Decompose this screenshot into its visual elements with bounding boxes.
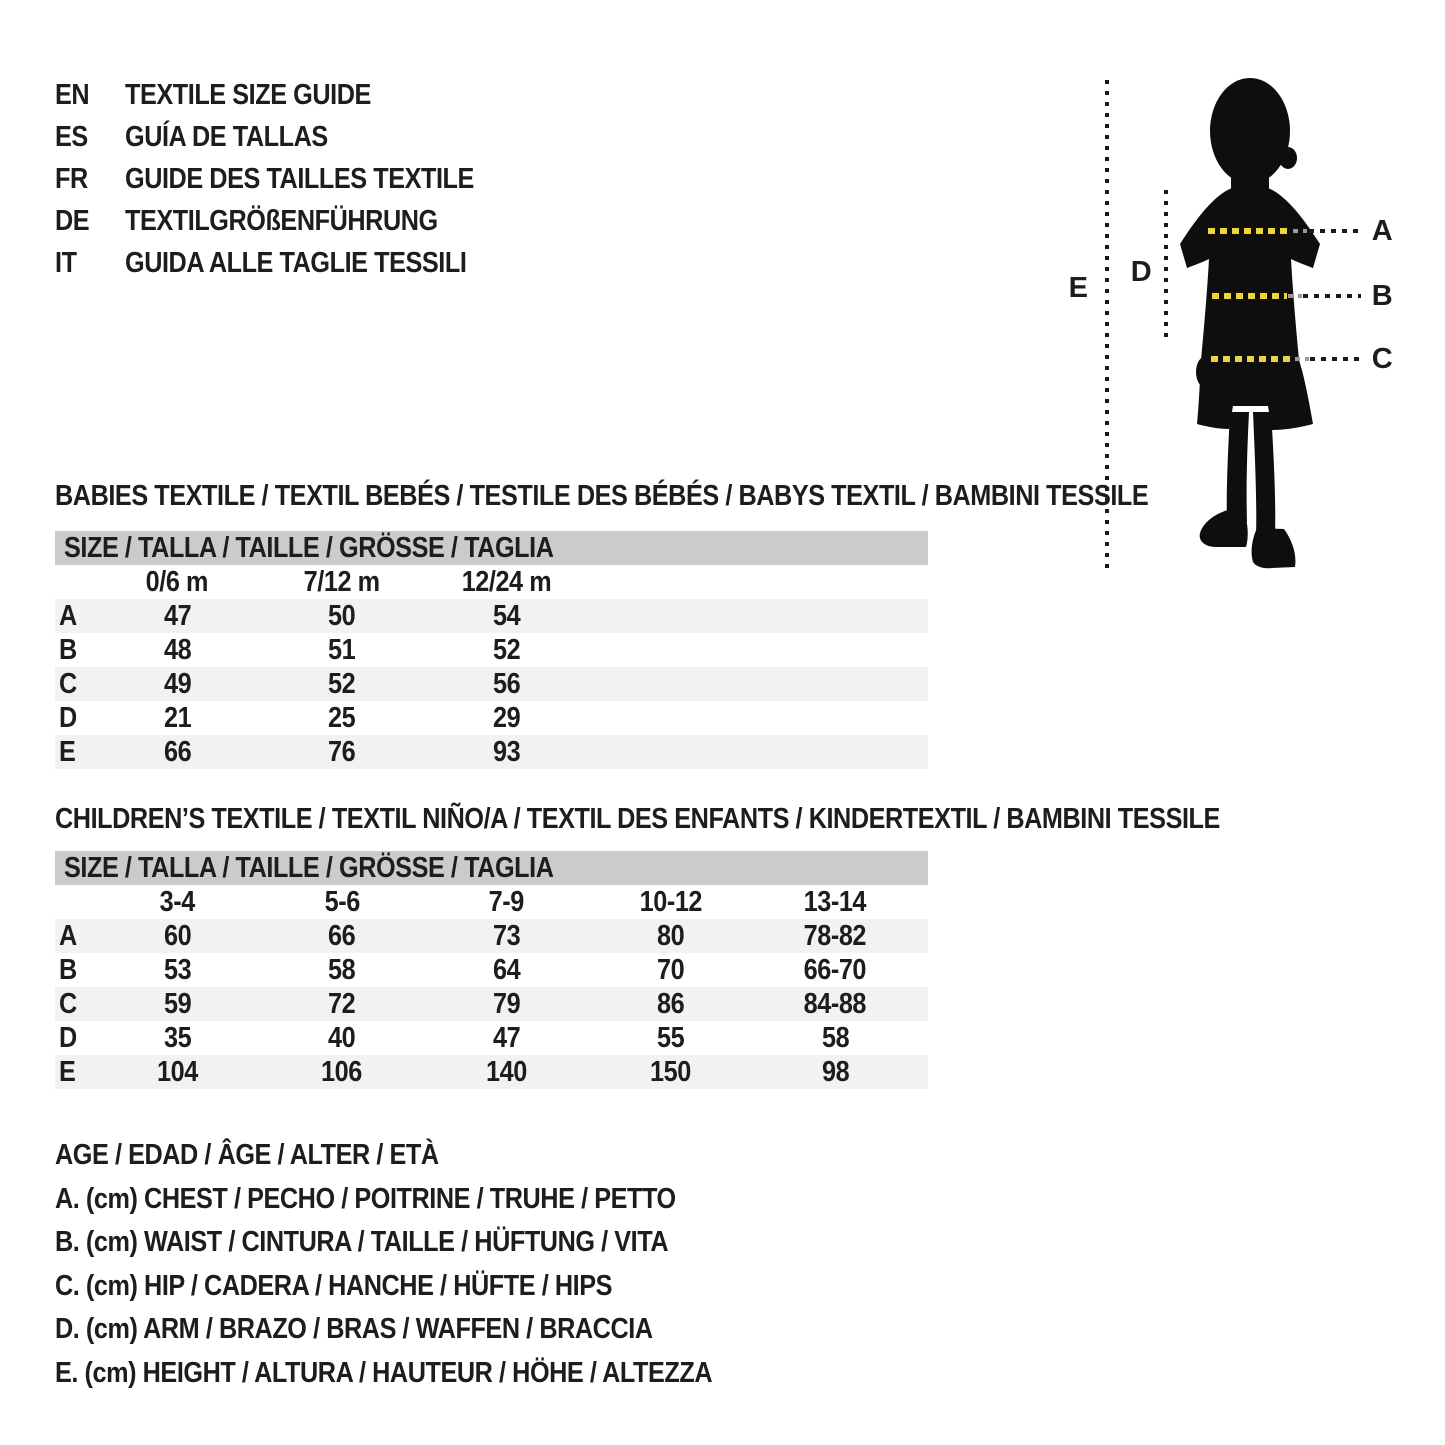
- guide-title: GUIDE DES TAILLES TEXTILE: [125, 163, 474, 195]
- legend-age: AGE / EDAD / ÂGE / ALTER / ETÀ: [55, 1139, 439, 1171]
- row-label: E: [59, 1056, 76, 1088]
- language-row-it: [55, 242, 526, 284]
- legend-chest: A. (cm) CHEST / PECHO / POITRINE / TRUHE / PETTO: [55, 1182, 676, 1215]
- table-row: C 59 72 79 86 84-88: [55, 987, 928, 1021]
- table-row: D 35 40 47 55 58: [55, 1021, 928, 1055]
- language-code: EN: [55, 79, 90, 111]
- language-code: ES: [55, 121, 88, 153]
- language-title-list: [55, 74, 526, 284]
- guide-title: TEXTILGRÖßENFÜHRUNG: [125, 205, 438, 237]
- column-header: 10-12: [639, 886, 702, 918]
- language-code: IT: [55, 247, 77, 279]
- legend-hip: C. (cm) HIP / CADERA / HANCHE / HÜFTE / HIPS: [55, 1269, 613, 1302]
- babies-size-header-bar: SIZE / TALLA / TAILLE / GRÖSSE / TAGLIA: [55, 531, 928, 565]
- row-label: A: [59, 600, 77, 632]
- row-label: E: [59, 736, 76, 768]
- figure-label-waist: B: [1371, 280, 1393, 312]
- column-header: 7/12 m: [303, 566, 380, 598]
- babies-column-headers: [55, 565, 928, 599]
- row-label: B: [59, 954, 77, 986]
- legend-height: E. (cm) HEIGHT / ALTURA / HAUTEUR / HÖHE / ALTEZZA: [55, 1356, 713, 1389]
- language-row-es: [55, 116, 526, 158]
- table-row: C 49 52 56: [55, 667, 928, 701]
- figure-label-height: E: [1068, 272, 1088, 304]
- babies-section-heading: BABIES TEXTILE / TEXTIL BEBÉS / TESTILE DES BÉBÉS / BABYS TEXTIL / BAMBINI TESSILE: [55, 480, 1149, 512]
- column-header: 3-4: [159, 886, 195, 918]
- table-row: E 66 76 93: [55, 735, 928, 769]
- language-row-fr: [55, 158, 526, 200]
- language-row-en: [55, 74, 526, 116]
- table-row: A 47 50 54: [55, 599, 928, 633]
- row-label: D: [59, 1022, 77, 1054]
- children-size-table: [55, 919, 928, 1089]
- guide-title: GUIDA ALLE TAGLIE TESSILI: [125, 247, 467, 279]
- babies-size-table: [55, 599, 928, 769]
- guide-title: TEXTILE SIZE GUIDE: [125, 79, 371, 111]
- guide-title: GUÍA DE TALLAS: [125, 121, 328, 153]
- table-row: B 48 51 52: [55, 633, 928, 667]
- row-label: A: [59, 920, 77, 952]
- table-row: D 21 25 29: [55, 701, 928, 735]
- column-header: 0/6 m: [146, 566, 209, 598]
- measurement-legend: [55, 1134, 810, 1395]
- children-size-header-bar: SIZE / TALLA / TAILLE / GRÖSSE / TAGLIA: [55, 851, 928, 885]
- legend-arm: D. (cm) ARM / BRAZO / BRAS / WAFFEN / BRACCIA: [55, 1313, 653, 1345]
- figure-label-hip: C: [1371, 343, 1393, 375]
- table-row: A 60 66 73 80 78-82: [55, 919, 928, 953]
- column-header: 12/24 m: [461, 566, 552, 598]
- row-label: C: [59, 668, 77, 700]
- row-label: D: [59, 702, 77, 734]
- column-header: 5-6: [324, 886, 360, 918]
- language-code: DE: [55, 205, 90, 237]
- figure-label-arm: D: [1130, 256, 1152, 288]
- language-code: FR: [55, 163, 88, 195]
- column-header: 13-14: [804, 886, 867, 918]
- column-header: 7-9: [488, 886, 524, 918]
- legend-waist: B. (cm) WAIST / CINTURA / TAILLE / HÜFTUNG / VITA: [55, 1226, 669, 1258]
- row-label: B: [59, 634, 77, 666]
- table-row: B 53 58 64 70 66-70: [55, 953, 928, 987]
- figure-label-chest: A: [1371, 215, 1393, 247]
- children-column-headers: [55, 885, 928, 919]
- language-row-de: [55, 200, 526, 242]
- children-section-heading: CHILDREN’S TEXTILE / TEXTIL NIÑO/A / TEXTIL DES ENFANTS / KINDERTEXTIL / BAMBINI TESSILE: [55, 803, 1220, 835]
- table-row: E 104 106 140 150 98: [55, 1055, 928, 1089]
- row-label: C: [59, 988, 77, 1020]
